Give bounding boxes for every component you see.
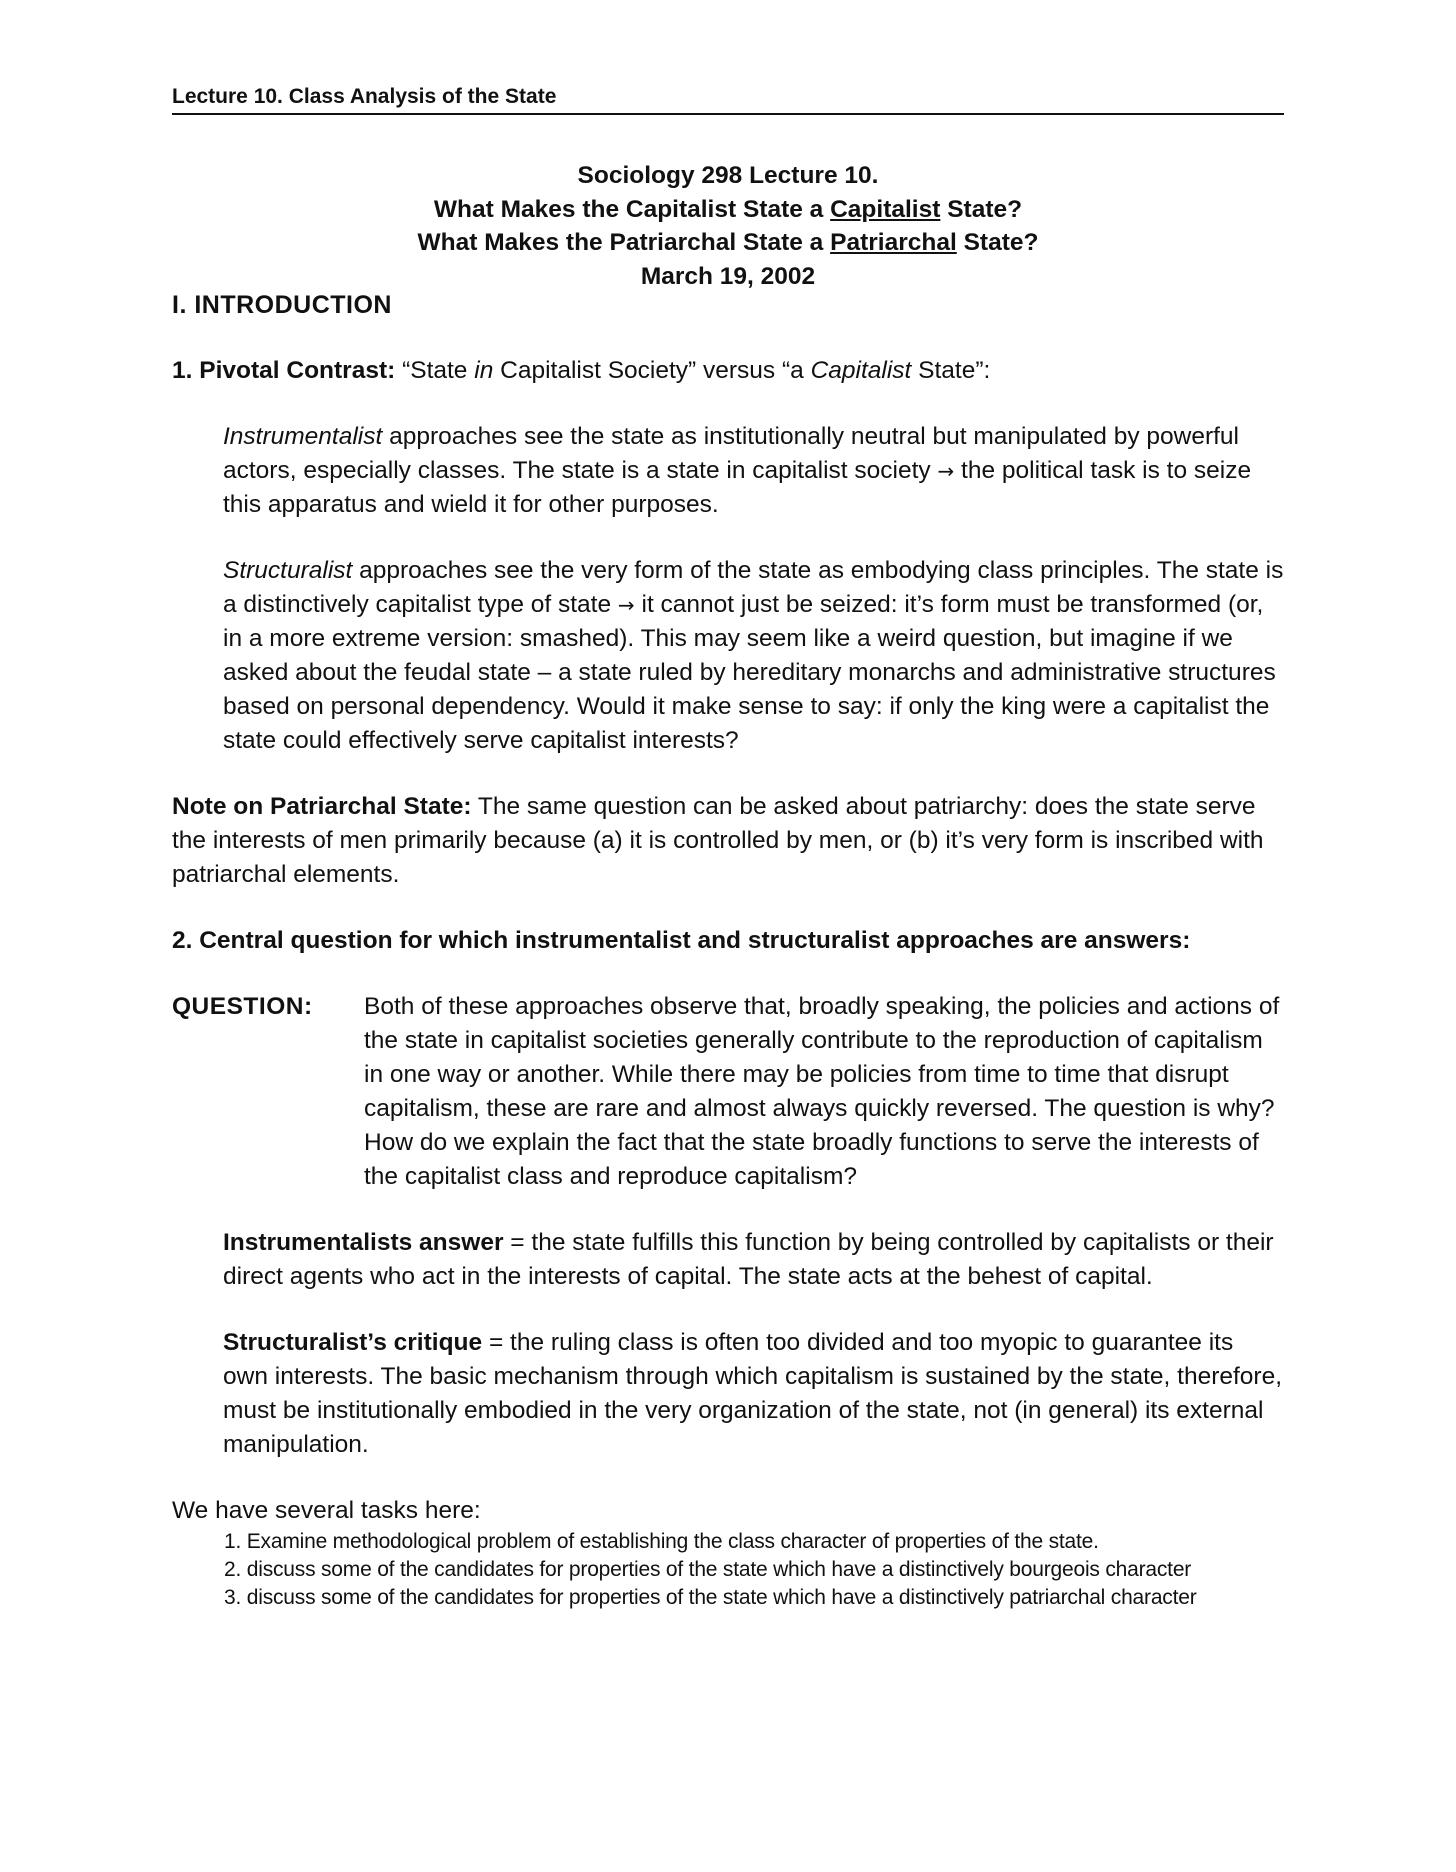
- section-heading-introduction: I. INTRODUCTION: [172, 291, 392, 319]
- arrow-icon: →: [937, 459, 955, 483]
- document-page: [172, 84, 1284, 1612]
- tasks-list: [224, 1528, 1284, 1612]
- list-item: 2. discuss some of the candidates for properties of the state which have a distinctively bourgeois character: [224, 1558, 1192, 1581]
- title-block: [172, 159, 1284, 293]
- title-question-patriarchal: What Makes the Patriarchal State a Patriarchal State?: [417, 229, 1039, 256]
- tasks-intro: We have several tasks here:: [172, 1497, 481, 1524]
- central-question-heading: 2. Central question for which instrumentalist and structuralist approaches are answers:: [172, 927, 1191, 954]
- question-text: Both of these approaches observe that, broadly speaking, the policies and actions of the state in capitalist societies generally contribute to the reproduction of capitalism in one way or another. While there may be policies from time to time that disrupt capitalism, these are rare and almost always quickly reversed. The question is why? How do we explain the fact that the state broadly functions to serve the interests of the capitalist class and reproduce capitalism?: [364, 993, 1280, 1190]
- question-block: [172, 990, 1284, 1194]
- list-item: 1. Examine methodological problem of establishing the class character of properties of the state.: [224, 1530, 1099, 1553]
- course-title: Sociology 298 Lecture 10.: [577, 162, 879, 189]
- title-question-capitalist: What Makes the Capitalist State a Capitalist State?: [433, 195, 1023, 223]
- structuralist-paragraph: Structuralist approaches see the very form of the state as embodying class principles. The state is a distinctively capitalist type of state → it cannot just be seized: it’s form must be transformed (or, in a more extreme version: smashed). This may seem like a weird question, but imagine if we asked about the feudal state – a state ruled by hereditary monarchs and administrative structures based on personal dependency. Would it make sense to say: if only the king were a capitalist the state could effectively serve capitalist interests?: [223, 557, 1284, 754]
- arrow-icon: →: [617, 593, 635, 617]
- running-header: Lecture 10. Class Analysis of the State: [172, 84, 1284, 115]
- list-item: 3. discuss some of the candidates for properties of the state which have a distinctively patriarchal character: [224, 1586, 1197, 1609]
- pivotal-contrast: 1. Pivotal Contrast: “State in Capitalist Society” versus “a Capitalist State”:: [172, 357, 991, 384]
- lecture-date: March 19, 2002: [640, 262, 816, 290]
- instrumentalists-answer: Instrumentalists answer = the state fulfills this function by being controlled by capitalists or their direct agents who act in the interests of capital. The state acts at the behest of capital.: [223, 1229, 1274, 1290]
- question-label: QUESTION:: [172, 993, 313, 1020]
- patriarchal-note: Note on Patriarchal State: The same question can be asked about patriarchy: does the state serve the interests of men primarily because (a) it is controlled by men, or (b) it’s very form is inscribed with patriarchal elements.: [172, 793, 1264, 888]
- structuralists-critique: Structuralist’s critique = the ruling class is often too divided and too myopic to guarantee its own interests. The basic mechanism through which capitalism is sustained by the state, therefore, must be institutionally embodied in the very organization of the state, not (in general) its external manipulation.: [223, 1329, 1283, 1458]
- instrumentalist-paragraph: Instrumentalist approaches see the state as institutionally neutral but manipulated by powerful actors, especially classes. The state is a state in capitalist society → the political task is to seize this apparatus and wield it for other purposes.: [223, 423, 1252, 518]
